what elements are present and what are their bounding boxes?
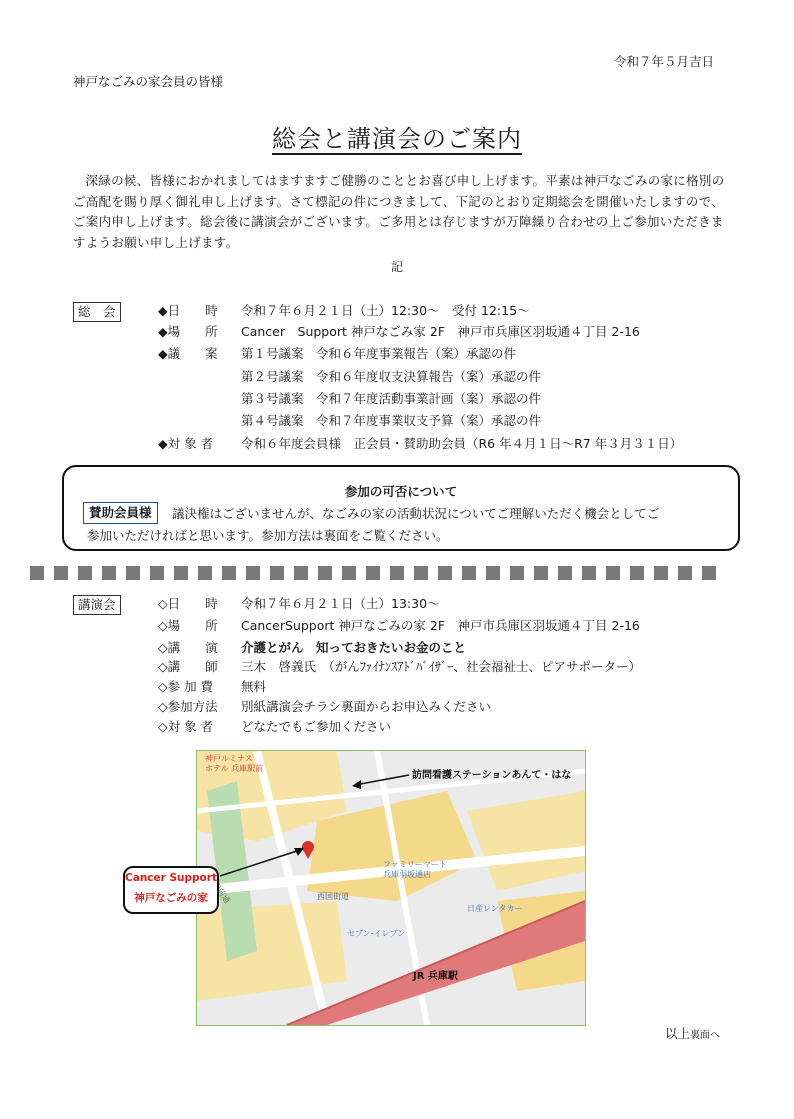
lec-row-speaker-value: 三木 啓義氏 （がんﾌｧｲﾅﾝｽｱﾄﾞﾊﾞｲｻﾞｰ、社会福祉士、ピアサポーター） [241, 659, 642, 674]
gm-row-agenda-4: 第４号議案 令和７年度事業収支予算（案）承認の件 [241, 413, 542, 428]
lecture-label: 講演会 [73, 595, 121, 615]
gm-row-date-value: 令和７年６月２１日（土）12:30～ 受付 12:15～ [241, 303, 530, 318]
section-divider [30, 566, 760, 580]
notice-text-line-1: 議決権はございませんが、なごみの家の活動状況についてご理解いただく機会としてご [172, 506, 660, 521]
lec-row-target-head: ◇対 象 者 [158, 719, 214, 734]
gm-row-agenda-head: ◆議 案 [158, 346, 218, 361]
general-meeting-label: 総 会 [73, 302, 121, 322]
location-map [196, 750, 586, 1026]
gm-row-target-head: ◆対 象 者 [158, 436, 214, 451]
closing-remark [665, 1024, 720, 1042]
lec-row-speaker-head: ◇講 師 [158, 659, 218, 674]
callout-line-1: Cancer Support [125, 872, 217, 884]
map-label-family-mart: ファミリーマート [383, 860, 447, 869]
map-label-saikoku: 西国街道 [317, 892, 349, 901]
gm-row-agenda-1: 第１号議案 令和６年度事業報告（案）承認の件 [241, 346, 517, 361]
gm-row-target-value: 令和６年度会員様 正会員・賛助助会員（R6 年４月１日～R7 年３月３１日） [241, 436, 683, 451]
lec-row-place-value: CancerSupport 神戸なごみの家 2F 神戸市兵庫区羽坂通４丁目 2-16 [241, 618, 640, 633]
ki-marker: 記 [390, 260, 403, 274]
map-label-seven-eleven: セブン-イレブン [347, 929, 406, 938]
gm-row-date-head: ◆日 時 [158, 303, 218, 318]
callout-arrow [218, 840, 308, 880]
lec-row-method-head: ◇参加方法 [158, 699, 218, 714]
notice-title: 参加の可否について [344, 484, 458, 499]
addressee: 神戸なごみの家会員の皆様 [73, 74, 224, 89]
map-label-hotel: ホテル 兵庫駅前 [205, 764, 264, 773]
gm-row-agenda-2: 第２号議案 令和６年度収支決算報告（案）承認の件 [241, 369, 542, 384]
lec-row-method-value: 別紙講演会チラシ裏面からお申込みください [241, 699, 492, 714]
gm-row-agenda-3: 第３号議案 令和７年度活動事業計画（案）承認の件 [241, 391, 542, 406]
lec-row-date-head: ◇日 時 [158, 596, 218, 611]
notice-text-line-2: 参加いただければと思います。参加方法は裏面をご覧ください。 [87, 528, 449, 543]
lec-row-fee-value: 無料 [241, 679, 267, 694]
map-label-family-mart-sub: 兵庫羽坂通店 [383, 870, 431, 879]
gm-row-place-head: ◆場 所 [158, 324, 218, 339]
lec-row-topic-value: 介護とがん 知っておきたいお金のこと [241, 640, 467, 655]
document-title-text: 総会と講演会のご案内 [272, 125, 522, 153]
gm-row-place-value: Cancer Support 神戸なごみ家 2F 神戸市兵庫区羽坂通４丁目 2-16 [241, 324, 640, 339]
map-label-jr-hyogo: JR 兵庫駅 [413, 971, 458, 982]
lec-row-place-head: ◇場 所 [158, 618, 218, 633]
closing-note: 裏面へ [690, 1030, 721, 1041]
callout-line-2: 神戸なごみの家 [134, 892, 208, 904]
closing-text: 以上 [665, 1026, 691, 1041]
intro-paragraph: 深緑の候、皆様におかれましてはますますご健勝のこととお喜び申し上げます。平素は神戸なごみの家に格別のご高配を賜り厚く御礼申し上げます。さて標記の件につきまして、下記のとおり定期総会を開催いたしますので、ご案内申し上げます。総会後に講演会がございます。ご多用とは存じますが万障繰り合わせの上ご参加いただきますようお願い申し上げます。 [73, 173, 725, 250]
cancer-support-callout [123, 866, 219, 914]
supporting-member-badge: 賛助会員様 [83, 502, 158, 524]
lec-row-date-value: 令和７年６月２１日（土）13:30～ [241, 596, 440, 611]
lec-row-target-value: どなたでもご参加ください [241, 719, 392, 734]
map-label-nissan: 日産レンタカー [467, 904, 523, 913]
document-title [0, 119, 794, 154]
map-label-annote: 訪問看護ステーションあんて・はな [412, 770, 572, 781]
issue-date: 令和７年５月吉日 [614, 54, 715, 69]
participation-notice-box [62, 465, 740, 551]
map-graphic [197, 751, 585, 1025]
map-label-luminas: 神戸ルミナス [205, 754, 253, 763]
lec-row-fee-head: ◇参 加 費 [158, 679, 214, 694]
lec-row-topic-head: ◇講 演 [158, 640, 218, 655]
